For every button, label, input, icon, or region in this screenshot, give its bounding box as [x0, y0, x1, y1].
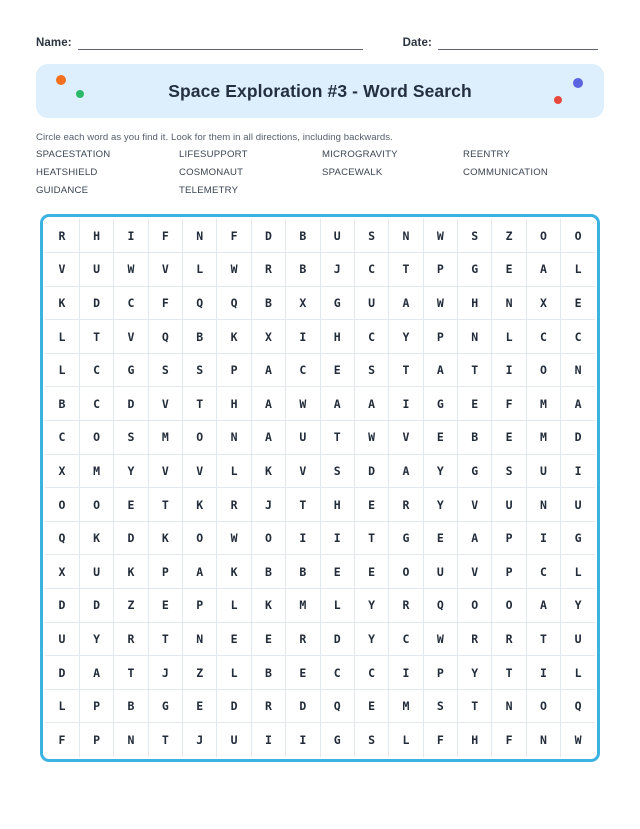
grid-cell[interactable]: Q [561, 689, 595, 723]
grid-cell[interactable]: T [526, 622, 560, 656]
grid-cell[interactable]: F [217, 219, 251, 253]
grid-cell[interactable]: E [492, 253, 526, 287]
grid-cell[interactable]: C [45, 421, 79, 455]
grid-cell[interactable]: Z [183, 656, 217, 690]
grid-cell[interactable]: R [217, 488, 251, 522]
grid-cell[interactable]: G [423, 387, 457, 421]
grid-cell[interactable]: H [320, 488, 354, 522]
grid-cell[interactable]: W [561, 723, 595, 757]
grid-cell[interactable]: R [114, 622, 148, 656]
grid-cell[interactable]: L [45, 353, 79, 387]
grid-cell[interactable]: L [320, 589, 354, 623]
grid-row [45, 622, 595, 656]
grid-cell[interactable]: E [320, 555, 354, 589]
grid-cell[interactable]: F [148, 219, 182, 253]
grid-cell[interactable]: N [492, 286, 526, 320]
grid-cell[interactable]: U [79, 555, 113, 589]
grid-cell[interactable]: V [148, 454, 182, 488]
word-list [36, 149, 604, 196]
grid-cell[interactable]: S [183, 353, 217, 387]
grid-cell[interactable]: Y [389, 320, 423, 354]
grid-cell[interactable]: D [79, 589, 113, 623]
grid-cell[interactable]: E [217, 622, 251, 656]
grid-cell[interactable]: B [286, 253, 320, 287]
grid-cell[interactable]: O [45, 488, 79, 522]
grid-cell[interactable]: D [217, 689, 251, 723]
grid-cell[interactable]: Y [114, 454, 148, 488]
grid-cell[interactable]: P [423, 320, 457, 354]
grid-cell[interactable]: V [114, 320, 148, 354]
grid-cell[interactable]: L [389, 723, 423, 757]
grid-cell[interactable]: X [251, 320, 285, 354]
grid-cell[interactable]: W [217, 521, 251, 555]
grid-cell[interactable]: S [354, 723, 388, 757]
grid-cell[interactable]: M [389, 689, 423, 723]
grid-cell[interactable]: C [354, 253, 388, 287]
grid-cell[interactable]: A [389, 286, 423, 320]
grid-cell[interactable]: R [286, 622, 320, 656]
grid-cell[interactable]: R [389, 589, 423, 623]
grid-cell[interactable]: N [561, 353, 595, 387]
grid-cell[interactable]: L [217, 656, 251, 690]
grid-cell[interactable]: Z [114, 589, 148, 623]
grid-cell[interactable]: U [320, 219, 354, 253]
grid-cell[interactable]: E [354, 689, 388, 723]
grid-cell[interactable]: T [148, 622, 182, 656]
grid-cell[interactable]: S [458, 219, 492, 253]
grid-cell[interactable]: F [423, 723, 457, 757]
grid-cell[interactable]: P [423, 253, 457, 287]
grid-cell[interactable]: L [217, 454, 251, 488]
grid-cell[interactable]: E [354, 555, 388, 589]
grid-cell[interactable]: H [217, 387, 251, 421]
grid-cell[interactable]: P [423, 656, 457, 690]
grid-cell[interactable]: X [526, 286, 560, 320]
green-dot-icon [76, 90, 84, 98]
grid-cell[interactable]: M [526, 387, 560, 421]
grid-cell[interactable]: B [251, 656, 285, 690]
instructions-text: Circle each word as you find it. Look for them in all directions, including backwards. [36, 132, 393, 143]
grid-cell[interactable]: C [526, 555, 560, 589]
grid-cell[interactable]: P [148, 555, 182, 589]
date-input-line[interactable] [438, 35, 598, 50]
grid-cell[interactable]: C [79, 353, 113, 387]
grid-cell[interactable]: L [183, 253, 217, 287]
grid-row [45, 421, 595, 455]
grid-cell[interactable]: W [423, 219, 457, 253]
grid-cell[interactable]: O [79, 421, 113, 455]
grid-cell[interactable]: T [492, 656, 526, 690]
grid-cell[interactable]: K [251, 589, 285, 623]
grid-cell[interactable]: U [286, 421, 320, 455]
grid-cell[interactable]: R [492, 622, 526, 656]
grid-cell[interactable]: G [389, 521, 423, 555]
grid-cell[interactable]: K [114, 555, 148, 589]
grid-cell[interactable]: T [286, 488, 320, 522]
grid-cell[interactable]: U [423, 555, 457, 589]
grid-cell[interactable]: B [183, 320, 217, 354]
grid-cell[interactable]: W [423, 286, 457, 320]
grid-cell[interactable]: W [286, 387, 320, 421]
grid-cell[interactable]: I [286, 723, 320, 757]
grid-cell[interactable]: P [217, 353, 251, 387]
grid-cell[interactable]: F [148, 286, 182, 320]
grid-cell[interactable]: A [526, 589, 560, 623]
grid-cell[interactable]: Q [217, 286, 251, 320]
grid-cell[interactable]: V [458, 488, 492, 522]
title-banner [36, 64, 604, 118]
grid-cell[interactable]: O [183, 521, 217, 555]
grid-cell[interactable]: O [526, 689, 560, 723]
grid-cell[interactable]: T [354, 521, 388, 555]
grid-cell[interactable]: E [492, 421, 526, 455]
grid-cell[interactable]: L [561, 253, 595, 287]
grid-cell[interactable]: L [561, 656, 595, 690]
grid-cell[interactable]: D [251, 219, 285, 253]
grid-cell[interactable]: G [458, 253, 492, 287]
grid-cell[interactable]: C [389, 622, 423, 656]
grid-cell[interactable]: T [148, 723, 182, 757]
word-item[interactable]: SPACEWALK [322, 167, 383, 178]
grid-cell[interactable]: A [561, 387, 595, 421]
grid-cell[interactable]: Y [458, 656, 492, 690]
grid-cell[interactable]: A [389, 454, 423, 488]
grid-cell[interactable]: W [354, 421, 388, 455]
grid-cell[interactable]: E [561, 286, 595, 320]
grid-cell[interactable]: C [79, 387, 113, 421]
grid-cell[interactable]: B [114, 689, 148, 723]
grid-cell[interactable]: N [526, 723, 560, 757]
grid-cell[interactable]: O [183, 421, 217, 455]
grid-cell[interactable]: I [320, 521, 354, 555]
grid-row [45, 555, 595, 589]
grid-cell[interactable]: A [251, 387, 285, 421]
grid-cell[interactable]: V [458, 555, 492, 589]
grid-cell[interactable]: I [492, 353, 526, 387]
grid-cell[interactable]: S [492, 454, 526, 488]
word-item[interactable]: GUIDANCE [36, 185, 89, 196]
grid-cell[interactable]: B [45, 387, 79, 421]
grid-cell[interactable]: S [354, 353, 388, 387]
grid-cell[interactable]: V [389, 421, 423, 455]
grid-row [45, 320, 595, 354]
word-item[interactable]: TELEMETRY [179, 185, 239, 196]
grid-row [45, 723, 595, 757]
grid-cell[interactable]: Y [354, 622, 388, 656]
grid-cell[interactable]: I [389, 656, 423, 690]
grid-cell[interactable]: U [79, 253, 113, 287]
grid-cell[interactable]: N [183, 622, 217, 656]
grid-cell[interactable]: A [251, 421, 285, 455]
grid-row [45, 656, 595, 690]
grid-cell[interactable]: A [251, 353, 285, 387]
grid-cell[interactable]: S [114, 421, 148, 455]
grid-cell[interactable]: V [148, 253, 182, 287]
grid-cell[interactable]: X [45, 555, 79, 589]
word-item[interactable]: LIFESUPPORT [179, 149, 248, 160]
grid-cell[interactable]: A [423, 353, 457, 387]
grid-cell[interactable]: H [458, 286, 492, 320]
grid-cell[interactable]: Q [423, 589, 457, 623]
grid-cell[interactable]: Y [561, 589, 595, 623]
grid-cell[interactable]: I [286, 521, 320, 555]
grid-cell[interactable]: G [561, 521, 595, 555]
grid-cell[interactable]: M [286, 589, 320, 623]
grid-cell[interactable]: Y [79, 622, 113, 656]
grid-cell[interactable]: V [183, 454, 217, 488]
grid-cell[interactable]: U [217, 723, 251, 757]
grid-cell[interactable]: B [458, 421, 492, 455]
grid-cell[interactable]: K [45, 286, 79, 320]
grid-cell[interactable]: B [286, 219, 320, 253]
grid-cell[interactable]: U [561, 622, 595, 656]
grid-cell[interactable]: H [458, 723, 492, 757]
grid-row [45, 689, 595, 723]
grid-cell[interactable]: N [183, 219, 217, 253]
grid-cell[interactable]: R [458, 622, 492, 656]
grid-cell[interactable]: N [492, 689, 526, 723]
grid-cell[interactable]: D [320, 622, 354, 656]
grid-cell[interactable]: E [458, 387, 492, 421]
grid-cell[interactable]: C [354, 320, 388, 354]
grid-cell[interactable]: E [423, 421, 457, 455]
grid-cell[interactable]: D [45, 589, 79, 623]
grid-cell[interactable]: I [286, 320, 320, 354]
grid-cell[interactable]: E [423, 521, 457, 555]
grid-cell[interactable]: T [114, 656, 148, 690]
grid-cell[interactable]: E [148, 589, 182, 623]
grid-cell[interactable]: E [251, 622, 285, 656]
grid-cell[interactable]: D [354, 454, 388, 488]
grid-cell[interactable]: Z [492, 219, 526, 253]
grid-cell[interactable]: J [148, 656, 182, 690]
grid-cell[interactable]: O [492, 589, 526, 623]
grid-cell[interactable]: U [354, 286, 388, 320]
grid-cell[interactable]: Q [148, 320, 182, 354]
grid-cell[interactable]: E [320, 353, 354, 387]
grid-cell[interactable]: N [114, 723, 148, 757]
grid-cell[interactable]: O [526, 219, 560, 253]
grid-cell[interactable]: F [492, 387, 526, 421]
grid-row [45, 253, 595, 287]
grid-cell[interactable]: C [114, 286, 148, 320]
grid-cell[interactable]: S [354, 219, 388, 253]
grid-cell[interactable]: T [458, 353, 492, 387]
grid-cell[interactable]: P [79, 723, 113, 757]
grid-cell[interactable]: K [148, 521, 182, 555]
grid-cell[interactable]: P [492, 521, 526, 555]
word-item[interactable]: COMMUNICATION [463, 167, 549, 178]
grid-cell[interactable]: O [458, 589, 492, 623]
grid-cell[interactable]: I [389, 387, 423, 421]
grid-cell[interactable]: C [320, 656, 354, 690]
word-search-grid [40, 214, 600, 762]
grid-cell[interactable]: D [561, 421, 595, 455]
grid-cell[interactable]: W [423, 622, 457, 656]
grid-cell[interactable]: T [148, 488, 182, 522]
grid-row [45, 286, 595, 320]
grid-cell[interactable]: Y [423, 454, 457, 488]
grid-cell[interactable]: M [526, 421, 560, 455]
grid-cell[interactable]: B [286, 555, 320, 589]
grid-cell[interactable]: P [492, 555, 526, 589]
grid-cell[interactable]: I [561, 454, 595, 488]
page-title: Space Exploration #3 - Word Search [168, 80, 472, 101]
word-item[interactable]: MICROGRAVITY [322, 149, 398, 160]
grid-cell[interactable]: P [79, 689, 113, 723]
word-item[interactable]: COSMONAUT [179, 167, 244, 178]
grid-cell[interactable]: V [148, 387, 182, 421]
grid-cell[interactable]: J [320, 253, 354, 287]
grid-cell[interactable]: N [526, 488, 560, 522]
grid-cell[interactable]: V [286, 454, 320, 488]
grid-cell[interactable]: B [251, 286, 285, 320]
grid-cell[interactable]: K [183, 488, 217, 522]
grid-cell[interactable]: L [492, 320, 526, 354]
grid-cell[interactable]: E [183, 689, 217, 723]
grid-cell[interactable]: R [251, 689, 285, 723]
grid-cell[interactable]: U [492, 488, 526, 522]
grid-cell[interactable]: S [148, 353, 182, 387]
grid-cell[interactable]: L [45, 320, 79, 354]
blue-dot-icon [573, 78, 583, 88]
grid-cell[interactable]: T [389, 353, 423, 387]
date-label: Date: [402, 37, 432, 49]
grid-row [45, 353, 595, 387]
grid-cell[interactable]: F [45, 723, 79, 757]
grid-cell[interactable]: N [217, 421, 251, 455]
grid-cell[interactable]: T [183, 387, 217, 421]
grid-cell[interactable]: P [183, 589, 217, 623]
grid-cell[interactable]: I [251, 723, 285, 757]
name-input-line[interactable] [78, 35, 363, 50]
grid-cell[interactable]: G [114, 353, 148, 387]
grid-cell[interactable]: V [45, 253, 79, 287]
grid-cell[interactable]: A [354, 387, 388, 421]
word-item[interactable]: REENTRY [463, 149, 511, 160]
grid-cell[interactable]: H [320, 320, 354, 354]
grid-cell[interactable]: I [526, 656, 560, 690]
grid-cell[interactable]: I [526, 521, 560, 555]
grid-cell[interactable]: N [458, 320, 492, 354]
grid-cell[interactable]: O [561, 219, 595, 253]
grid-cell[interactable]: O [389, 555, 423, 589]
grid-cell[interactable]: M [79, 454, 113, 488]
grid-cell[interactable]: N [389, 219, 423, 253]
grid-cell[interactable]: W [217, 253, 251, 287]
grid-cell[interactable]: B [251, 555, 285, 589]
grid-cell[interactable]: K [79, 521, 113, 555]
grid-cell[interactable]: E [114, 488, 148, 522]
grid-cell[interactable]: I [114, 219, 148, 253]
grid-cell[interactable]: G [320, 723, 354, 757]
grid-cell[interactable]: D [286, 689, 320, 723]
grid-cell[interactable]: U [526, 454, 560, 488]
grid-cell[interactable]: L [45, 689, 79, 723]
grid-cell[interactable]: A [458, 521, 492, 555]
grid-cell[interactable]: A [526, 253, 560, 287]
grid-row [45, 454, 595, 488]
grid-cell[interactable]: X [286, 286, 320, 320]
grid-cell[interactable]: K [217, 555, 251, 589]
grid-cell[interactable]: R [389, 488, 423, 522]
grid-cell[interactable]: K [217, 320, 251, 354]
red-dot-icon [554, 96, 562, 104]
grid-cell[interactable]: F [492, 723, 526, 757]
grid-cell[interactable]: W [114, 253, 148, 287]
grid-cell[interactable]: E [286, 656, 320, 690]
grid-cell[interactable]: Q [183, 286, 217, 320]
grid-cell[interactable]: G [148, 689, 182, 723]
grid-cell[interactable]: Q [45, 521, 79, 555]
grid-cell[interactable]: O [526, 353, 560, 387]
grid-cell[interactable]: U [561, 488, 595, 522]
grid-cell[interactable]: U [45, 622, 79, 656]
grid-cell[interactable]: O [251, 521, 285, 555]
grid-cell[interactable]: Q [320, 689, 354, 723]
grid-row [45, 521, 595, 555]
grid-cell[interactable]: C [354, 656, 388, 690]
grid-cell[interactable]: C [286, 353, 320, 387]
grid-cell[interactable]: R [251, 253, 285, 287]
grid-cell[interactable]: O [79, 488, 113, 522]
grid-cell[interactable]: K [251, 454, 285, 488]
grid-cell[interactable]: A [79, 656, 113, 690]
grid-cell[interactable]: D [45, 656, 79, 690]
grid-cell[interactable]: H [79, 219, 113, 253]
grid-body [45, 219, 595, 757]
grid-cell[interactable]: D [114, 387, 148, 421]
grid-cell[interactable]: T [389, 253, 423, 287]
grid-cell[interactable]: G [458, 454, 492, 488]
name-label: Name: [36, 37, 72, 49]
word-item[interactable]: SPACESTATION [36, 149, 111, 160]
grid-row [45, 488, 595, 522]
orange-dot-icon [56, 75, 66, 85]
name-date-row [36, 26, 604, 50]
grid-cell[interactable]: T [458, 689, 492, 723]
grid-cell[interactable]: T [320, 421, 354, 455]
grid-cell[interactable]: J [251, 488, 285, 522]
grid-cell[interactable]: S [423, 689, 457, 723]
grid-cell[interactable]: A [183, 555, 217, 589]
grid-row [45, 589, 595, 623]
grid-cell[interactable]: A [320, 387, 354, 421]
grid-cell[interactable]: Y [354, 589, 388, 623]
grid-cell[interactable]: M [148, 421, 182, 455]
grid-cell[interactable]: L [217, 589, 251, 623]
grid-cell[interactable]: E [354, 488, 388, 522]
grid-cell[interactable]: C [526, 320, 560, 354]
grid-cell[interactable]: X [45, 454, 79, 488]
grid-cell[interactable]: J [183, 723, 217, 757]
grid-cell[interactable]: S [320, 454, 354, 488]
grid-cell[interactable]: D [79, 286, 113, 320]
grid-cell[interactable]: L [561, 555, 595, 589]
word-item[interactable]: HEATSHIELD [36, 167, 98, 178]
grid-cell[interactable]: C [561, 320, 595, 354]
grid-row [45, 387, 595, 421]
grid-row [45, 219, 595, 253]
grid-cell[interactable]: Y [423, 488, 457, 522]
grid-cell[interactable]: G [320, 286, 354, 320]
grid-cell[interactable]: D [114, 521, 148, 555]
grid-cell[interactable]: T [79, 320, 113, 354]
grid-cell[interactable]: R [45, 219, 79, 253]
